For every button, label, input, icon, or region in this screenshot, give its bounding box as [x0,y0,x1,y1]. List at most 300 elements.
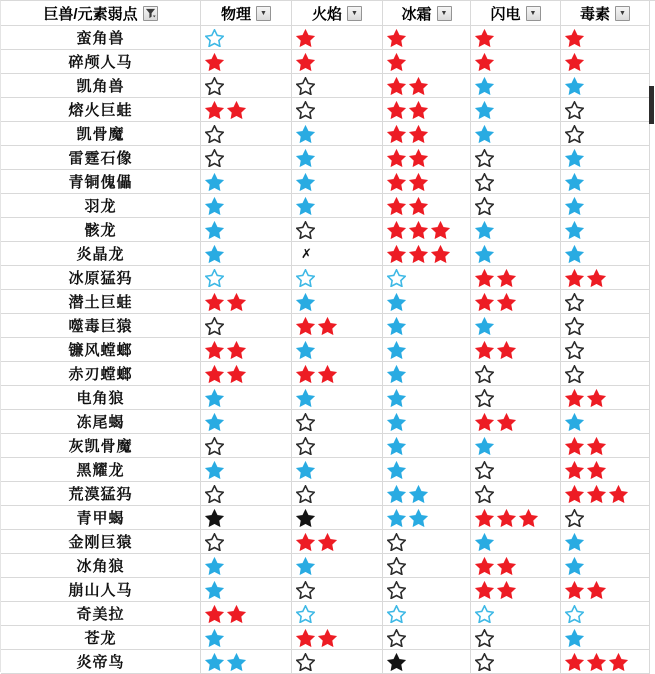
red-star-icon [387,29,406,47]
column-header-label: 冰霜 [401,5,432,23]
red-star-icon [475,29,494,47]
weakness-cell[interactable] [201,434,292,458]
weakness-cell[interactable] [471,578,561,602]
weakness-cell[interactable] [292,650,383,674]
weakness-cell[interactable] [561,458,650,482]
weakness-cell[interactable] [561,482,650,506]
dropdown-filter-button[interactable] [615,6,630,21]
table-row [1,218,655,242]
outline-star-icon [475,197,494,215]
blue-star-icon [387,461,406,479]
monster-name-cell[interactable]: 青甲蝎 [1,506,201,530]
table-row [1,626,655,650]
weakness-cell[interactable] [471,410,561,434]
column-header-fire[interactable] [292,1,383,26]
blue-star-icon [205,173,224,191]
cyan-outline-star-icon [205,269,224,287]
monster-name-cell[interactable]: 苍龙 [1,626,201,650]
red-star-icon [318,533,337,551]
weakness-cell[interactable] [561,98,650,122]
monster-name-cell[interactable]: 灰凯骨魔 [1,434,201,458]
weakness-cell[interactable] [471,530,561,554]
weakness-cell[interactable] [471,362,561,386]
column-header-label: 毒素 [579,5,610,23]
blue-star-icon [205,461,224,479]
table-row [1,458,655,482]
red-star-icon [205,365,224,383]
weakness-cell[interactable] [471,170,561,194]
weakness-cell[interactable] [201,74,292,98]
weakness-cell[interactable] [201,362,292,386]
weakness-cell[interactable] [201,554,292,578]
weakness-cell[interactable] [471,242,561,266]
weakness-cell[interactable] [201,386,292,410]
table-row [1,362,655,386]
table-row [1,578,655,602]
blue-star-icon [387,509,406,527]
blue-star-icon [565,629,584,647]
red-star-icon [409,77,428,95]
weakness-cell[interactable] [201,170,292,194]
red-star-icon [565,437,584,455]
monster-name-cell[interactable]: 奇美拉 [1,602,201,626]
red-star-icon [587,269,606,287]
outline-star-icon [205,77,224,95]
red-star-icon [475,557,494,575]
blue-star-icon [565,557,584,575]
weakness-cell[interactable] [292,146,383,170]
weakness-cell[interactable] [292,266,383,290]
weakness-cell[interactable] [383,578,471,602]
red-star-icon [318,365,337,383]
weakness-cell[interactable] [561,146,650,170]
blue-star-icon [565,149,584,167]
weakness-cell[interactable] [201,242,292,266]
weakness-cell[interactable] [561,602,650,626]
weakness-cell[interactable] [292,50,383,74]
chevron-down-icon: ▼ [440,9,448,17]
weakness-cell[interactable] [471,146,561,170]
outline-star-icon [565,317,584,335]
weakness-cell[interactable] [201,218,292,242]
monster-name-cell[interactable]: 熔火巨蛙 [1,98,201,122]
outline-star-icon [205,485,224,503]
immune-x-icon: ✗ [301,246,312,261]
weakness-cell[interactable] [561,338,650,362]
weakness-cell[interactable] [471,194,561,218]
dropdown-filter-button[interactable] [437,6,452,21]
weakness-cell[interactable] [201,314,292,338]
outline-star-icon [205,149,224,167]
weakness-cell[interactable] [383,218,471,242]
weakness-cell[interactable] [292,218,383,242]
weakness-cell[interactable] [561,530,650,554]
dropdown-filter-button[interactable] [526,6,541,21]
outline-star-icon [475,629,494,647]
red-star-icon [475,581,494,599]
red-star-icon [318,629,337,647]
weakness-cell[interactable] [201,410,292,434]
red-star-icon [387,101,406,119]
outline-star-icon [296,77,315,95]
weakness-cell[interactable] [201,626,292,650]
weakness-cell[interactable] [383,602,471,626]
weakness-cell[interactable] [292,434,383,458]
outline-star-icon [565,365,584,383]
outline-star-icon [475,461,494,479]
weakness-cell[interactable] [561,74,650,98]
weakness-cell[interactable] [201,602,292,626]
dropdown-filter-button[interactable] [256,6,271,21]
weakness-cell[interactable] [292,242,383,266]
blue-star-icon [475,437,494,455]
table-row [1,98,655,122]
table-row [1,602,655,626]
weakness-cell[interactable] [201,578,292,602]
outline-star-icon [387,533,406,551]
monster-name-cell[interactable]: 赤刃螳螂 [1,362,201,386]
outline-star-icon [205,437,224,455]
red-star-icon [431,245,450,263]
weakness-cell[interactable] [471,650,561,674]
weakness-cell[interactable] [292,98,383,122]
monster-name-cell[interactable]: 金刚巨猿 [1,530,201,554]
monster-name-cell[interactable]: 凯骨魔 [1,122,201,146]
weakness-cell[interactable] [471,458,561,482]
blue-star-icon [475,317,494,335]
blue-star-icon [205,245,224,263]
weakness-cell[interactable] [201,26,292,50]
weakness-cell[interactable] [561,194,650,218]
table-row [1,194,655,218]
weakness-cell[interactable] [292,74,383,98]
weakness-cell[interactable] [383,650,471,674]
weakness-cell[interactable] [201,146,292,170]
outline-star-icon [475,173,494,191]
weakness-cell[interactable] [383,458,471,482]
table-row [1,314,655,338]
weakness-cell[interactable] [471,626,561,650]
weakness-cell[interactable] [383,266,471,290]
weakness-cell[interactable] [201,506,292,530]
blue-star-icon [565,245,584,263]
scrollbar-thumb[interactable] [649,86,654,124]
weakness-cell[interactable] [471,386,561,410]
weakness-cell[interactable] [471,122,561,146]
blue-star-icon [296,125,315,143]
red-star-icon [587,389,606,407]
weakness-cell[interactable] [201,482,292,506]
monster-name-cell[interactable]: 青铜傀儡 [1,170,201,194]
weakness-cell[interactable] [292,554,383,578]
weakness-cell[interactable] [201,98,292,122]
weakness-cell[interactable] [292,386,383,410]
blue-star-icon [475,125,494,143]
weakness-cell[interactable] [561,434,650,458]
weakness-cell[interactable] [471,26,561,50]
table-row [1,482,655,506]
monster-name-cell[interactable]: 炎帝鸟 [1,650,201,674]
weakness-cell[interactable] [383,194,471,218]
weakness-cell[interactable] [201,290,292,314]
monster-name-cell[interactable]: 噬毒巨猿 [1,314,201,338]
weakness-cell[interactable] [383,338,471,362]
weakness-cell[interactable] [561,314,650,338]
weakness-cell[interactable] [292,170,383,194]
outline-star-icon [205,317,224,335]
weakness-cell[interactable] [292,314,383,338]
red-star-icon [205,53,224,71]
monster-name-cell[interactable]: 镰风螳螂 [1,338,201,362]
monster-name-cell[interactable]: 崩山人马 [1,578,201,602]
outline-star-icon [475,389,494,407]
monster-name-cell[interactable]: 冰角狼 [1,554,201,578]
blue-star-icon [296,389,315,407]
name-column-label: 巨兽/元素弱点 [43,5,138,23]
weakness-cell[interactable] [561,506,650,530]
weakness-cell[interactable] [383,386,471,410]
table-row [1,434,655,458]
cyan-outline-star-icon [296,269,315,287]
red-star-icon [587,653,606,671]
weakness-cell[interactable] [201,530,292,554]
weakness-cell[interactable] [201,266,292,290]
weakness-cell[interactable] [471,506,561,530]
blue-star-icon [387,413,406,431]
monster-name-cell[interactable]: 碎颅人马 [1,50,201,74]
weakness-cell[interactable] [383,122,471,146]
cyan-outline-star-icon [205,29,224,47]
red-star-icon [387,173,406,191]
weakness-cell[interactable] [383,434,471,458]
weakness-cell[interactable] [383,74,471,98]
weakness-cell[interactable] [561,26,650,50]
weakness-cell[interactable] [561,554,650,578]
weakness-cell[interactable] [561,362,650,386]
weakness-cell[interactable] [383,170,471,194]
weakness-cell[interactable] [471,266,561,290]
cyan-outline-star-icon [296,605,315,623]
blue-star-icon [475,533,494,551]
weakness-cell[interactable] [201,194,292,218]
red-star-icon [497,509,516,527]
red-star-icon [475,269,494,287]
weakness-cell[interactable] [471,290,561,314]
outline-star-icon [565,125,584,143]
blue-star-icon [205,389,224,407]
weakness-cell[interactable] [383,98,471,122]
weakness-cell[interactable] [561,290,650,314]
weakness-cell[interactable] [383,242,471,266]
weakness-cell[interactable] [561,122,650,146]
weakness-cell[interactable] [561,218,650,242]
weakness-cell[interactable] [292,506,383,530]
weakness-cell[interactable] [201,650,292,674]
blue-star-icon [296,341,315,359]
weakness-cell[interactable] [383,146,471,170]
red-star-icon [409,197,428,215]
dropdown-filter-button[interactable] [347,6,362,21]
weakness-cell[interactable] [292,626,383,650]
red-star-icon [565,29,584,47]
weakness-cell[interactable] [383,530,471,554]
red-star-icon [387,77,406,95]
weakness-cell[interactable] [383,410,471,434]
outline-star-icon [475,365,494,383]
outline-star-icon [387,629,406,647]
red-star-icon [296,29,315,47]
blue-star-icon [387,437,406,455]
red-star-icon [205,605,224,623]
weakness-cell[interactable] [561,266,650,290]
red-star-icon [227,365,246,383]
monster-name-cell[interactable]: 炎晶龙 [1,242,201,266]
column-header-frost[interactable] [383,1,471,26]
cyan-outline-star-icon [475,605,494,623]
table-row [1,386,655,410]
weakness-cell[interactable] [561,386,650,410]
table-row [1,146,655,170]
weakness-cell[interactable] [471,74,561,98]
red-star-icon [409,173,428,191]
weakness-cell[interactable] [201,50,292,74]
column-header-label: 火焰 [311,5,342,23]
outline-star-icon [387,557,406,575]
weakness-cell[interactable] [383,626,471,650]
red-star-icon [587,581,606,599]
column-header-lightning[interactable] [471,1,561,26]
table-row [1,554,655,578]
weakness-cell[interactable] [471,314,561,338]
column-header-poison[interactable] [561,1,650,26]
blue-star-icon [205,629,224,647]
weakness-cell[interactable] [561,650,650,674]
weakness-cell[interactable] [383,26,471,50]
red-star-icon [565,53,584,71]
weakness-cell[interactable] [471,434,561,458]
blue-star-icon [296,173,315,191]
monster-name-cell[interactable]: 凯角兽 [1,74,201,98]
weakness-cell[interactable] [292,410,383,434]
monster-name-cell[interactable]: 冻尾蝎 [1,410,201,434]
monster-name-cell[interactable]: 羽龙 [1,194,201,218]
red-star-icon [296,365,315,383]
red-star-icon [497,413,516,431]
weakness-cell[interactable] [561,578,650,602]
weakness-cell[interactable] [561,242,650,266]
column-header-label: 物理 [220,5,251,23]
outline-star-icon [565,509,584,527]
outline-star-icon [296,413,315,431]
monster-name-cell[interactable]: 荒漠猛犸 [1,482,201,506]
weakness-cell[interactable] [383,506,471,530]
table-row [1,530,655,554]
weakness-cell[interactable] [292,362,383,386]
weakness-cell[interactable] [471,50,561,74]
column-header-physical[interactable] [201,1,292,26]
table-body [1,26,655,674]
red-star-icon [497,341,516,359]
outline-star-icon [565,341,584,359]
monster-name-cell[interactable]: 冰原猛犸 [1,266,201,290]
weakness-cell[interactable] [561,410,650,434]
weakness-cell[interactable] [292,290,383,314]
header-row [1,1,655,26]
red-star-icon [387,197,406,215]
weakness-cell[interactable] [292,482,383,506]
weakness-cell[interactable] [383,362,471,386]
monster-name-cell[interactable]: 蛮角兽 [1,26,201,50]
weakness-cell[interactable] [383,554,471,578]
red-star-icon [387,221,406,239]
red-star-icon [205,293,224,311]
red-star-icon [565,653,584,671]
weakness-cell[interactable] [383,314,471,338]
weakness-cell[interactable] [292,458,383,482]
name-column-header[interactable] [1,1,201,26]
red-star-icon [587,461,606,479]
weakness-cell[interactable] [201,338,292,362]
outline-star-icon [475,485,494,503]
monster-name-cell[interactable]: 雷霆石像 [1,146,201,170]
weakness-cell[interactable] [292,122,383,146]
weakness-cell[interactable] [561,50,650,74]
table-row [1,74,655,98]
blue-star-icon [387,485,406,503]
outline-star-icon [296,437,315,455]
blue-star-icon [296,149,315,167]
weakness-cell[interactable] [471,602,561,626]
black-star-icon [205,509,224,527]
weakness-cell[interactable] [292,530,383,554]
monster-name-cell[interactable]: 潜土巨蛙 [1,290,201,314]
weakness-cell[interactable] [471,554,561,578]
monster-name-cell[interactable]: 电角狼 [1,386,201,410]
weakness-cell[interactable] [292,26,383,50]
weakness-cell[interactable] [471,482,561,506]
weakness-cell[interactable] [561,170,650,194]
weakness-cell[interactable] [383,290,471,314]
chevron-down-icon: ▼ [619,9,626,17]
weakness-cell[interactable] [292,578,383,602]
weakness-cell[interactable] [471,98,561,122]
weakness-cell[interactable] [292,338,383,362]
weakness-cell[interactable] [383,482,471,506]
weakness-cell[interactable] [471,338,561,362]
red-star-icon [409,221,428,239]
column-header-label: 闪电 [490,5,521,23]
weakness-cell[interactable] [201,458,292,482]
weakness-cell[interactable] [471,218,561,242]
cyan-outline-star-icon [387,269,406,287]
weakness-cell[interactable] [383,50,471,74]
blue-star-icon [205,197,224,215]
monster-name-cell[interactable]: 骸龙 [1,218,201,242]
weakness-cell[interactable] [292,194,383,218]
monster-name-cell[interactable]: 黑耀龙 [1,458,201,482]
applied-filter-button[interactable] [143,6,158,21]
weakness-cell[interactable] [292,602,383,626]
red-star-icon [475,293,494,311]
blue-star-icon [475,245,494,263]
blue-star-icon [387,317,406,335]
weakness-cell[interactable] [561,626,650,650]
outline-star-icon [387,581,406,599]
outline-star-icon [475,653,494,671]
red-star-icon [497,581,516,599]
weakness-cell[interactable] [201,122,292,146]
blue-star-icon [205,557,224,575]
